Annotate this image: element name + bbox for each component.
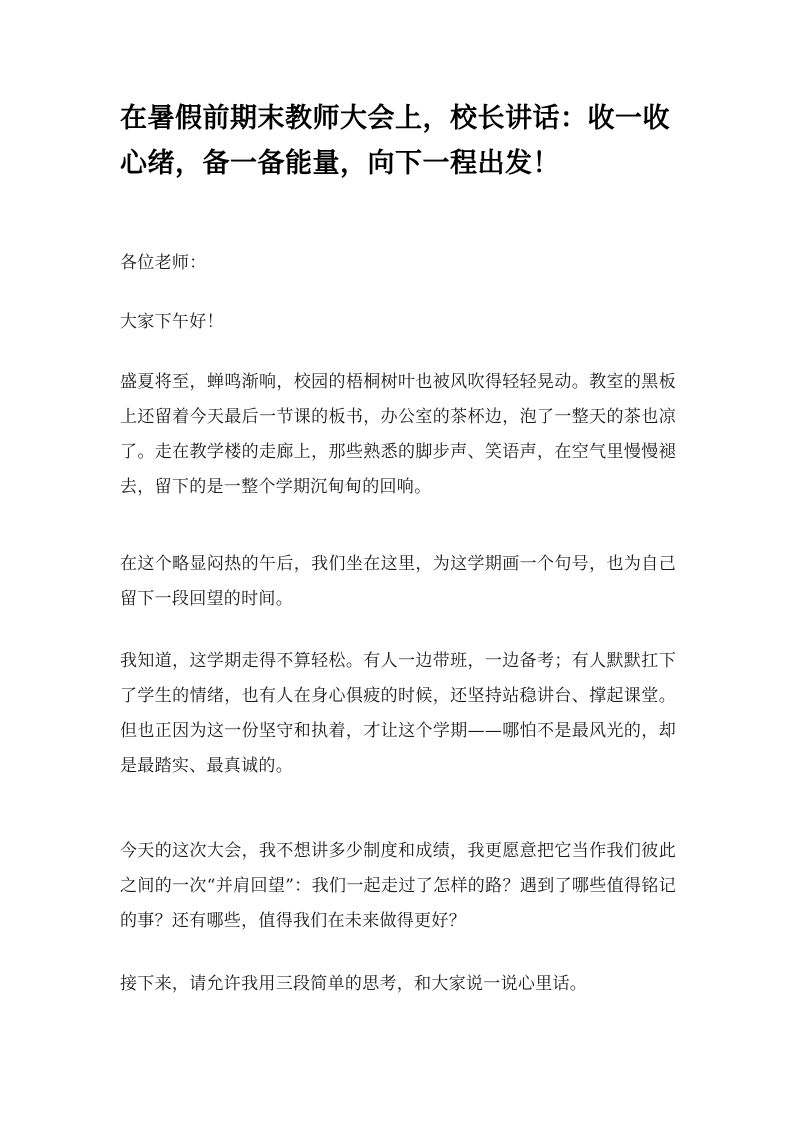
- paragraph-transition: 接下来，请允许我用三段简单的思考，和大家说一说心里话。: [120, 974, 588, 994]
- paragraph-afternoon: 在这个略显闷热的午后，我们坐在这里，为这学期画一个句号，也为自己留下一段回望的时间。: [120, 554, 676, 609]
- salutation: 各位老师：: [120, 253, 207, 273]
- document-title: 在暑假前期末教师大会上，校长讲话：收一收心绪，备一备能量，向下一程出发！: [120, 103, 670, 179]
- paragraph-meeting-purpose: 今天的这次大会，我不想讲多少制度和成绩，我更愿意把它当作我们彼此之间的一次“并肩回望”：我们一起走过了怎样的路？遇到了哪些值得铭记的事？还有哪些，值得我们在未来做得更好？: [120, 841, 676, 931]
- greeting: 大家下午好！: [120, 312, 224, 332]
- paragraph-semester-hardship: 我知道，这学期走得不算轻松。有人一边带班，一边备考；有人默默扛下了学生的情绪，也有人在身心俱疲的时候，还坚持站稳讲台、撑起课堂。但也正因为这一份坚守和执着，才让这个学期——哪怕不是最风光的，却是最踏实、最真诚的。: [120, 651, 676, 776]
- paragraph-summer-scene: 盛夏将至，蝉鸣渐响，校园的梧桐树叶也被风吹得轻轻晃动。教室的黑板上还留着今天最后一节课的板书，办公室的茶杯边，泡了一整天的茶也凉了。走在教学楼的走廊上，那些熟悉的脚步声、笑语声，在空气里慢慢褪去，留下的是一整个学期沉甸甸的回响。: [120, 372, 676, 497]
